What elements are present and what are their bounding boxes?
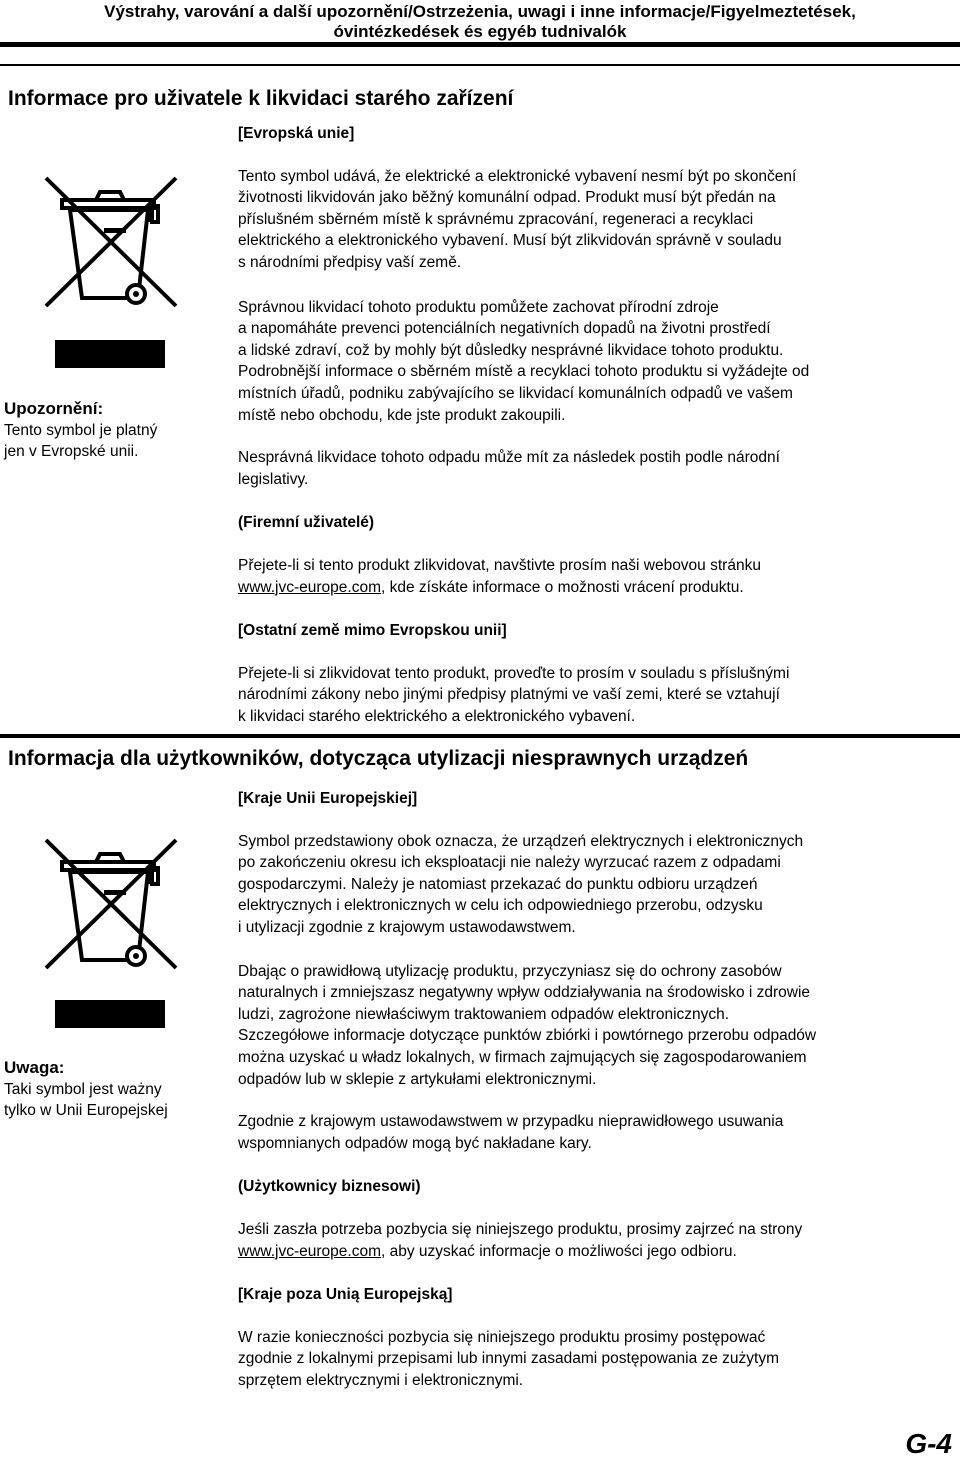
warning-title-pl: Uwaga: [4,1058,65,1077]
text-column-pl [238,788,960,1391]
cz-business-line-2-rest: , kde získáte informace o možnosti vrácení produktu. [381,578,744,596]
cz-other-line-2: národními zákony nebo jinými předpisy platnými ve vaší zemi, které se vztahují [238,686,780,704]
pl-business-line-2 [238,1241,960,1263]
warning-line-pl-2: tylko w Unii Europejskej [4,1102,168,1119]
cz-p2-line-5: místních úřadů, podniku zabývajícího se likvidací komunálních odpadů ve vašem [238,384,793,402]
pl-other-line-1: W razie konieczności pozbycia się niniejszego produktu prosimy postępować [238,1328,766,1346]
cz-p1-line-2: životnosti likvidován jako běžný komunální odpad. Produkt musí být předán na [238,189,776,207]
pl-p1-line-3: gospodarczymi. Należy je natomiast przekazać do punktu odbioru urządzeń [238,875,758,893]
pl-p3-line-1: Zgodnie z krajowym ustawodawstwem w przypadku nieprawidłowego usuwania [238,1113,784,1131]
pl-p1-line-1: Symbol przedstawiony obok oznacza, że urządzeń elektrycznych i elektronicznych [238,832,804,850]
header-rule [0,42,960,47]
section-title-pl: Informacja dla użytkowników, dotycząca utylizacji niesprawnych urządzeń [8,747,749,770]
cz-p2-line-1: Správnou likvidací tohoto produktu pomůžete zachovat přírodní zdroje [238,298,719,316]
cz-p1-line-1: Tento symbol udává, že elektrické a elektronické vybavení nesmí být po skončení [238,167,797,185]
pl-p2-line-3: ludzi, zagrożone niewłaściwym traktowaniem odpadów elektronicznych. [238,1005,730,1023]
eu-heading-pl: [Kraje Unii Europejskiej] [238,790,418,807]
section-rule-cz [0,64,960,66]
section-rule-pl [0,734,960,738]
pl-p2-line-6: odpadów lub w sklepie z artykułami elektronicznymi. [238,1070,597,1088]
business-heading-pl: (Użytkownicy biznesowi) [238,1178,421,1196]
header-line-2: óvintézkedések és egyéb tudnivalók [333,22,627,41]
cz-p3-line-1: Nesprávná likvidace tohoto odpadu může mít za následek postih podle národní [238,449,780,467]
warning-box-pl [4,1057,168,1121]
header-line-1: Výstrahy, varování a další upozornění/Ostrzeżenia, uwagi i inne informacje/Figyelmeztetések, [104,2,856,21]
pl-business-line-2-rest: , aby uzyskać informacje o możliwości jego odbioru. [381,1242,737,1260]
warning-line-cz-1: Tento symbol je platný [4,422,158,439]
page-header [0,0,960,42]
pl-p1-line-4: elektrycznych i elektronicznych w celu ich odpowiedniego przerobu, odzysku [238,897,763,915]
jvc-europe-link-pl[interactable]: www.jvc-europe.com [238,1242,381,1260]
pl-p2-line-4: Szczegółowe informacje dotyczące punktów zbiórki i powtórnego przerobu odpadów [238,1027,817,1045]
pl-other-line-2: zgodnie z lokalnymi przepisami lub innymi zasadami postępowania ze zużytym [238,1350,780,1368]
pl-p1-line-2: po zakończeniu okresu ich eksploatacji nie należy wyrzucać razem z odpadami [238,854,781,872]
pl-p1-line-5: i utylizacji zgodnie z krajowym ustawodawstwem. [238,918,576,936]
black-bar-pl [55,1000,165,1028]
cz-p1-line-5: s národními předpisy vaší země. [238,253,462,271]
pl-p2-line-2: naturalnych i zmniejszasz negatywny wpływ oddziaływania na środowisko i zdrowie [238,984,811,1002]
cz-p2-line-3: a lidské zdraví, což by mohly být důsledky nesprávné likvidace tohoto produktu. [238,341,784,359]
warning-line-pl-1: Taki symbol jest ważny [4,1081,162,1098]
section-title-cz: Informace pro uživatele k likvidaci starého zařízení [8,87,514,110]
eu-heading-cz: [Evropská unie] [238,125,355,142]
business-heading-cz: (Firemní uživatelé) [238,514,375,532]
cz-p3-line-2: legislativy. [238,470,309,488]
warning-title-cz: Upozornění: [4,399,104,418]
cz-other-line-3: k likvidaci starého elektrického a elektronického vybavení. [238,707,636,725]
pl-p2-line-1: Dbając o prawidłową utylizację produktu, przyczyniasz się do ochrony zasobów [238,962,782,980]
black-bar-cz [55,340,165,368]
pl-business-line-1: Jeśli zaszła potrzeba pozbycia się niniejszego produktu, prosimy zajrzeć na strony [238,1220,803,1238]
crossed-out-wheelie-bin-icon [40,170,182,312]
cz-other-line-1: Přejete-li si zlikvidovat tento produkt, proveďte to prosím v souladu s příslušnými [238,664,790,682]
cz-p2-line-2: a napomáháte prevenci potenciálních negativních dopadů na životni prostředí [238,320,771,338]
crossed-out-wheelie-bin-icon [40,832,182,974]
cz-business-line-2 [238,577,960,599]
other-heading-pl: [Kraje poza Unią Europejską] [238,1286,453,1304]
jvc-europe-link-cz[interactable]: www.jvc-europe.com [238,578,381,596]
cz-p1-line-3: příslušném sběrném místě k správnému zpracování, regeneraci a recyklaci [238,210,754,228]
pl-p3-line-2: wspomnianych odpadów mogą być nakładane kary. [238,1134,592,1152]
cz-business-line-1: Přejete-li si tento produkt zlikvidovat, navštivte prosím naši webovou stránku [238,556,761,574]
text-column-cz [238,123,960,727]
pl-p2-line-5: można uzyskać u władz lokalnych, w firmach zajmujących się zagospodarowaniem [238,1048,807,1066]
cz-p1-line-4: elektrického a elektronického vybavení. Musí být zlikvidován správně v souladu [238,232,782,250]
other-heading-cz: [Ostatní země mimo Evropskou unii] [238,622,507,640]
cz-p2-line-4: Podrobnější informace o sběrném místě a recyklaci tohoto produktu si vyžádejte od [238,363,810,381]
warning-line-cz-2: jen v Evropské unii. [4,443,139,460]
pl-other-line-3: sprzętem elektrycznymi i elektronicznymi. [238,1371,524,1389]
cz-p2-line-6: místě nebo obchodu, kde jste produkt zakoupili. [238,406,566,424]
page-number: G-4 [905,1428,952,1459]
warning-box-cz [4,398,157,462]
